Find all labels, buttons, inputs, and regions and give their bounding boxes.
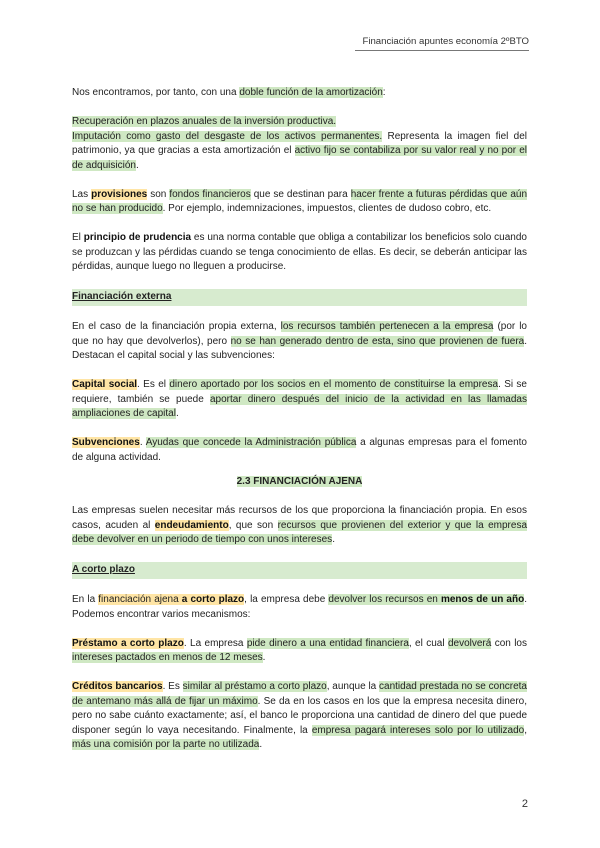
paragraph-capital-social — [72, 378, 527, 422]
text: . — [262, 652, 266, 663]
section-heading-corto-plazo: A corto plazo — [72, 562, 527, 579]
highlight: hacer frente a futuras pérdidas que aún no se han producido — [72, 188, 528, 214]
paragraph-prudencia — [72, 231, 527, 275]
text: a algunas empresas para el fomento de alguna actividad. — [72, 437, 527, 463]
highlight: cantidad prestada no se concreta de antemano más allá de fijar un máximo — [72, 681, 527, 707]
text: , — [524, 724, 527, 736]
paragraph-imputacion — [72, 130, 527, 174]
section-heading-externa: Financiación externa — [72, 289, 527, 306]
keyword: endeudamiento — [154, 519, 229, 531]
highlight: Imputación como gasto del desgaste de los activos permanentes. — [72, 130, 383, 142]
keyword: principio de prudencia — [83, 232, 192, 243]
highlight: doble función de la amortización — [239, 87, 383, 98]
text: . La empresa — [183, 637, 247, 649]
text: que se destinan para — [250, 188, 351, 200]
page-header: Financiación apuntes economía 2ºBTO — [362, 36, 529, 47]
title-text: 2.3 FINANCIACIÓN AJENA — [236, 476, 363, 487]
text: : — [382, 87, 386, 98]
document-body — [72, 86, 527, 753]
keyword: Subvenciones — [72, 437, 140, 448]
paragraph-endeudamiento — [72, 504, 527, 548]
text: . — [259, 739, 263, 750]
highlight: activo fijo se contabiliza por su valor real y no por el de adquisición — [72, 145, 527, 171]
keyword: Créditos bancarios — [72, 681, 163, 692]
text: . — [175, 408, 179, 419]
highlight: no se han generado dentro de esta, sino que provienen de fuera — [230, 335, 525, 347]
highlight: dinero aportado por los socios en el momento de constituirse la empresa — [169, 379, 499, 390]
page-number: 2 — [521, 798, 528, 810]
text: . — [135, 159, 139, 171]
keyword: Capital social — [72, 379, 138, 390]
text: El — [72, 232, 84, 243]
highlight: devolver los recursos en — [328, 594, 441, 605]
highlight: empresa pagará intereses solo por lo utilizado — [311, 724, 525, 736]
text: , el cual — [408, 637, 448, 649]
paragraph-provisiones — [72, 188, 527, 217]
highlight: similar al préstamo a corto plazo — [182, 681, 327, 692]
text: son — [147, 188, 170, 200]
paragraph-externa — [72, 320, 527, 364]
text: Las — [72, 188, 92, 200]
header-rule — [355, 50, 529, 51]
text: , la empresa debe — [244, 594, 329, 605]
text: . — [332, 534, 335, 545]
keyword: provisiones — [91, 188, 148, 200]
highlight: devolverá — [447, 637, 492, 649]
text: Las empresas suelen necesitar más recursos de los que proporciona la financiación propia. En esos casos, acuden al — [72, 505, 527, 531]
text: . Es el — [137, 379, 170, 390]
paragraph-recuperacion — [72, 115, 527, 130]
keyword: menos de un año — [440, 594, 525, 605]
text: . Se da en los casos en los que la empresa necesita dinero, pero no sabe cuánto exactamente; así, el banco le proporciona una cantidad de dinero del que puede disponer según lo vaya necesitando. Finalmente, la — [72, 695, 527, 736]
highlight: financiación ajena — [98, 594, 182, 605]
text: . — [139, 437, 146, 448]
paragraph-doble-funcion — [72, 86, 527, 101]
highlight: pide dinero a una entidad financiera — [246, 637, 409, 649]
paragraph-corto-plazo — [72, 593, 527, 622]
text: Nos encontramos, por tanto, con una — [72, 87, 240, 98]
highlight: Recuperación en plazos anuales de la inversión productiva. — [72, 116, 337, 127]
text: , aunque la — [326, 681, 380, 692]
text: . Podemos encontrar varios mecanismos: — [72, 594, 527, 620]
text: , que son — [228, 519, 278, 531]
text: En la — [72, 594, 99, 605]
highlight: recursos que provienen del exterior y que la empresa debe devolver en un periodo de tiempo con unos intereses — [72, 519, 527, 545]
text: En el caso de la financiación propia externa, — [72, 321, 281, 332]
text: . Si se requiere, también se puede — [72, 379, 527, 405]
highlight: los recursos también pertenecen a la empresa — [280, 321, 494, 332]
highlight: fondos financieros — [169, 188, 251, 200]
highlight: Ayudas que concede la Administración pública — [145, 437, 357, 448]
keyword: Préstamo a corto plazo — [72, 637, 184, 649]
highlight: intereses pactados en menos de 12 meses — [72, 652, 263, 663]
text: es una norma contable que obliga a contabilizar los beneficios solo cuando se produzcan y las pérdidas cuando se tenga conocimiento de ellas. Es decir, se deberán anticipar las pérdidas, aunque luego no lleguen a producirse. — [72, 232, 527, 272]
highlight: aportar dinero después del inicio de la actividad en las llamadas ampliaciones de capital — [72, 393, 527, 419]
text: Representa la imagen fiel del patrimonio, ya que gracias a esta amortización el — [72, 130, 527, 156]
text: . Por ejemplo, indemnizaciones, impuestos, clientes de dudoso cobro, etc. — [162, 203, 492, 214]
paragraph-creditos — [72, 680, 527, 753]
text: (por lo que no hay que devolverlos), pero — [72, 321, 527, 347]
highlight: más una comisión por la parte no utilizada — [72, 739, 260, 750]
text: con los — [491, 637, 527, 649]
keyword: a corto plazo — [181, 594, 245, 605]
section-title-ajena — [72, 475, 527, 490]
paragraph-prestamo — [72, 637, 527, 666]
text: . Es — [162, 681, 183, 692]
paragraph-subvenciones — [72, 436, 527, 465]
text: . Destacan el capital social y las subvenciones: — [72, 335, 527, 361]
